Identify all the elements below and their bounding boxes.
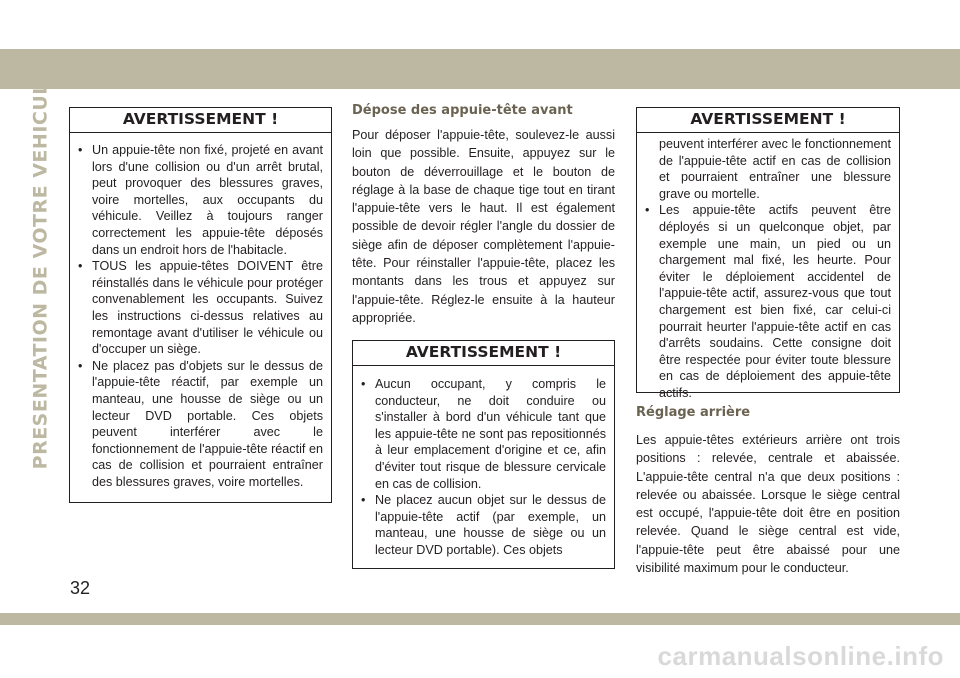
section-title-rear-adjust: Réglage arrière (636, 405, 751, 420)
warning-box-3 (636, 107, 900, 400)
side-chapter-title (20, 68, 60, 469)
paragraph-front-removal: Pour déposer l'appuie-tête, soulevez-le aussi loin que possible. Ensuite, appuyez sur le bouton de déverrouillage et le bouton de réglage à la base de chaque tige tout en tirant l'appuie-tête vers le haut. Il est également possible de devoir régler l'angle du dossier de siège afin de déposer complètement l'appuie-tête. Pour réinstaller l'appuie-tête, placez les montants dans les trous et appuyez sur l'appuie-tête. Réglez-le ensuite à la hauteur appropriée. (352, 128, 615, 325)
footer-band (0, 613, 960, 625)
warning-box-2 (352, 340, 615, 569)
warning-list-3 (637, 133, 899, 402)
page-number: 32 (70, 578, 91, 598)
watermark: carmanualsonline.info (657, 641, 944, 671)
side-chapter-title-text: PRESENTATION DE VOTRE VEHICULE (29, 68, 52, 469)
warning-item: • Les appuie-tête actifs peuvent être déployés si un quelconque objet, par exemple une main, un pied ou un chargement mal fixé, les heurte. Pour éviter le déploiement accidentel de l'appuie-tête actif, assurez-vous que tout chargement est bien fixé, car celui-ci pourrait heurter l'appuie-tête actif en cas d'arrêts soudains. Cette consigne doit être respectée pour éviter toute blessure en cas de déploiement des appuie-tête actifs. (645, 202, 891, 401)
warning-box-1 (69, 107, 332, 503)
warning-item: • Ne placez aucun objet sur le dessus de l'appuie-tête actif (par exemple, un manteau, une housse de siège ou un lecteur DVD portable). Ces objets (361, 492, 606, 558)
warning-item: • Un appuie-tête non fixé, projeté en avant lors d'une collision ou d'un arrêt brutal, peut provoquer des blessures graves, voire mortelles, aux occupants du véhicule. Veillez à toujours ranger correctement les appuie-tête déposés dans un endroit hors de l'habitacle. (78, 142, 323, 258)
header-band (0, 49, 960, 89)
warning-title-1: AVERTISSEMENT ! (70, 108, 331, 133)
warning-list-2 (353, 366, 614, 559)
warning-item: • Aucun occupant, y compris le conducteur, ne doit conduire ou s'installer à bord d'un véhicule tant que les appuie-tête ne sont pas repositionnés à leur emplacement d'origine et ce, afin d'éviter tout risque de blessure cervicale en cas de collision. (361, 376, 606, 492)
warning-item: • Ne placez pas d'objets sur le dessus de l'appuie-tête réactif, par exemple un manteau, une housse de siège ou un lecteur DVD portable. Ces objets peuvent interférer avec le fonctionnement de l'appuie-tête réactif en cas de collision et pourraient entraîner des blessures graves, voire mortelles. (78, 358, 323, 491)
warning-title-3: AVERTISSEMENT ! (637, 108, 899, 133)
warning-item: • TOUS les appuie-têtes DOIVENT être réinstallés dans le véhicule pour protéger convenablement les occupants. Suivez les instructions ci-dessus relatives au remontage avant d'utiliser le véhicule ou d'occuper un siège. (78, 258, 323, 358)
paragraph-rear-adjust: Les appuie-têtes extérieurs arrière ont trois positions : relevée, centrale et abaissée. L'appuie-tête central n'a que deux positions : relevée ou abaissée. Lorsque le siège central est occupé, l'appuie-tête doit être en position relevée. Quand le siège central est vide, l'appuie-tête peut être abaissé pour une visibilité maximum pour le conducteur. (636, 433, 900, 576)
warning-title-2: AVERTISSEMENT ! (353, 341, 614, 366)
warning-list-1 (70, 133, 331, 490)
warning-item-continued: peuvent interférer avec le fonctionnement de l'appuie-tête actif en cas de collision et pourraient entraîner une blessure grave ou mortelle. (659, 137, 891, 201)
section-title-front-removal: Dépose des appuie-tête avant (352, 103, 573, 118)
